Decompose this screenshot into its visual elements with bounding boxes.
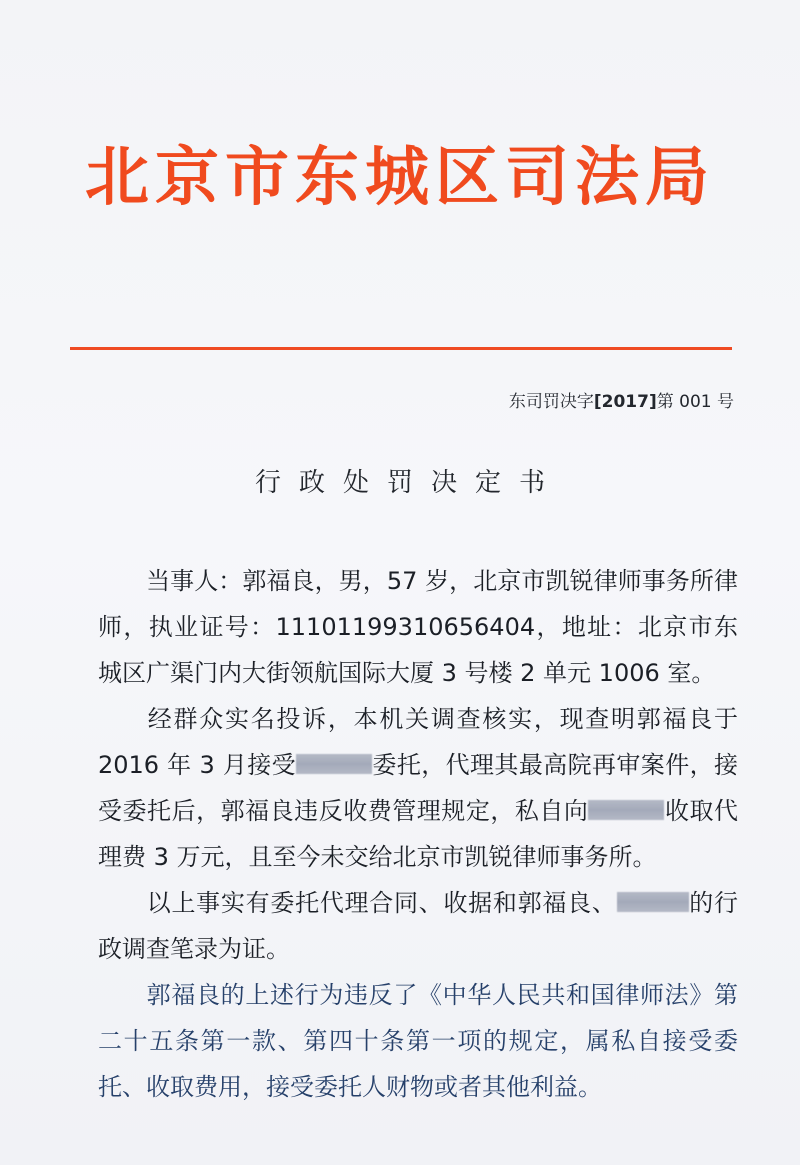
- doc-number-serial: 第 001 号: [656, 392, 734, 412]
- document-body: [98, 558, 738, 1110]
- agency-header-title: 北京市东城区司法局: [85, 140, 715, 215]
- paragraph-party-info-text: 当事人：郭福良，男，57 岁，北京市凯锐律师事务所律师，执业证号：11101199310656404，地址：北京市东城区广渠门内大街领航国际大厦 3 号楼 2 单元 1006 室。: [98, 567, 738, 687]
- paragraph-evidence: [98, 880, 738, 972]
- red-divider-rule: [70, 347, 732, 350]
- evidence-text-2: 的行政调查笔录为证。: [98, 889, 739, 963]
- document-title: 行政处罚决定书: [254, 468, 563, 498]
- paragraph-party-info: [98, 558, 738, 696]
- document-number: [509, 390, 734, 414]
- paragraph-findings: [98, 696, 738, 880]
- doc-number-prefix: 东司罚决字: [508, 392, 594, 412]
- evidence-text-1: 以上事实有委托代理合同、收据和郭福良、: [146, 889, 617, 917]
- findings-text-3: 收取代理费 3 万元，且至今未交给北京市凯锐律师事务所。: [98, 797, 739, 871]
- findings-text-1: 经群众实名投诉，本机关调查核实，现查明郭福良于 2016 年 3 月接受: [98, 705, 738, 779]
- paragraph-violation-text: 郭福良的上述行为违反了《中华人民共和国律师法》第二十五条第一款、第四十条第一项的规定，属私自接受委托、收取费用，接受委托人财物或者其他利益。: [98, 981, 738, 1101]
- paragraph-violation: [98, 972, 738, 1110]
- findings-text-2: 委托，代理其最高院再审案件，接受委托后，郭福良违反收费管理规定，私自向: [98, 751, 739, 825]
- redacted-name-block: [588, 800, 664, 820]
- redacted-name-block: [296, 754, 372, 774]
- doc-number-year: [2017]: [593, 392, 657, 412]
- redacted-name-block: [617, 892, 689, 912]
